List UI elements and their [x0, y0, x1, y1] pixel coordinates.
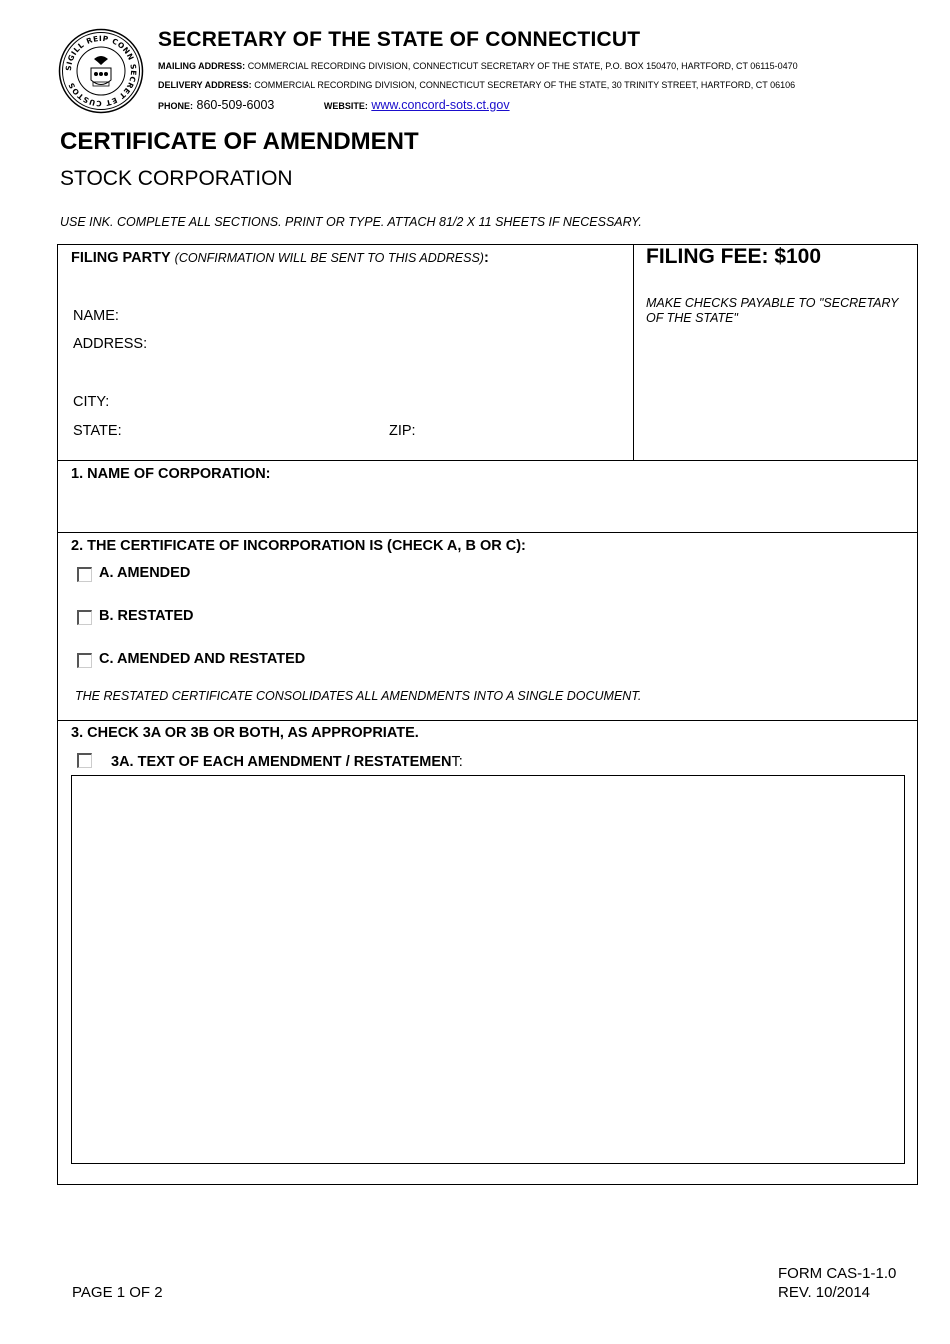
delivery-address-line	[158, 80, 795, 90]
form-number: FORM CAS-1-1.0	[778, 1265, 897, 1282]
option-3a-label-bold: 3A. TEXT OF EACH AMENDMENT / RESTATEMEN	[111, 754, 452, 770]
option-3a-label-tail: T:	[451, 754, 463, 770]
section-divider	[58, 720, 917, 721]
form-info	[778, 1264, 896, 1302]
phone-value: 860-509-6003	[196, 98, 275, 112]
option-b-label: B. RESTATED	[99, 608, 194, 624]
delivery-address-value: COMMERCIAL RECORDING DIVISION, CONNECTICUT SECRETARY OF THE STATE, 30 TRINITY STREET, HARTFORD, CT 06106	[254, 80, 796, 90]
document-title: CERTIFICATE OF AMENDMENT	[60, 128, 419, 155]
option-c-label: C. AMENDED AND RESTATED	[99, 651, 306, 667]
restated-note: THE RESTATED CERTIFICATE CONSOLIDATES ALL AMENDMENTS INTO A SINGLE DOCUMENT.	[75, 689, 642, 703]
phone-label: PHONE:	[158, 101, 194, 111]
filing-party-note: (CONFIRMATION WILL BE SENT TO THIS ADDRESS)	[174, 251, 484, 265]
option-a-label: A. AMENDED	[99, 565, 191, 581]
filing-party-title: FILING PARTY	[71, 250, 171, 266]
option-b-checkbox[interactable]	[77, 610, 92, 625]
section-divider	[58, 460, 917, 461]
corporation-name-label: 1. NAME OF CORPORATION:	[71, 466, 271, 482]
option-3a-label	[111, 754, 463, 770]
delivery-address-label: DELIVERY ADDRESS:	[158, 80, 252, 90]
address-label: ADDRESS:	[73, 336, 148, 352]
document-subtitle: STOCK CORPORATION	[60, 167, 293, 190]
mailing-address-value: COMMERCIAL RECORDING DIVISION, CONNECTICUT SECRETARY OF THE STATE, P.O. BOX 150470, HARTFORD, CT 06115-0470	[247, 61, 798, 71]
page-number: PAGE 1 OF 2	[72, 1284, 163, 1301]
filing-party-colon: :	[483, 250, 489, 266]
contact-line	[158, 98, 510, 112]
mailing-address-label: MAILING ADDRESS:	[158, 61, 246, 71]
instructions: USE INK. COMPLETE ALL SECTIONS. PRINT OR TYPE. ATTACH 81/2 X 11 SHEETS IF NECESSARY.	[60, 215, 642, 229]
section3-heading: 3. CHECK 3A OR 3B OR BOTH, AS APPROPRIATE.	[71, 725, 419, 741]
form-box	[57, 244, 918, 1185]
amendment-text-area[interactable]	[71, 775, 905, 1164]
option-c-checkbox[interactable]	[77, 653, 92, 668]
zip-label: ZIP:	[389, 423, 416, 439]
option-a-checkbox[interactable]	[77, 567, 92, 582]
agency-title: SECRETARY OF THE STATE OF CONNECTICUT	[158, 28, 641, 51]
city-label: CITY:	[73, 394, 110, 410]
website-link[interactable]: www.concord-sots.ct.gov	[371, 98, 510, 112]
state-label: STATE:	[73, 423, 122, 439]
section-divider	[58, 532, 917, 533]
fee-divider	[633, 245, 634, 460]
state-seal	[58, 28, 144, 114]
filing-party-heading	[71, 250, 489, 266]
option-3a-checkbox[interactable]	[77, 753, 92, 768]
form-revision: REV. 10/2014	[778, 1284, 871, 1301]
section2-heading: 2. THE CERTIFICATE OF INCORPORATION IS (CHECK A, B OR C):	[71, 538, 526, 554]
website-label: WEBSITE:	[323, 101, 368, 111]
filing-fee-note: MAKE CHECKS PAYABLE TO "SECRETARY OF THE STATE"	[646, 296, 899, 325]
mailing-address-line	[158, 61, 798, 71]
state-seal-icon	[58, 28, 144, 114]
seal-lettering: SIGILL REIP CONN SECRET ET CUSTOS	[63, 33, 139, 109]
name-label: NAME:	[73, 308, 119, 324]
filing-fee-title: FILING FEE: $100	[646, 245, 822, 268]
